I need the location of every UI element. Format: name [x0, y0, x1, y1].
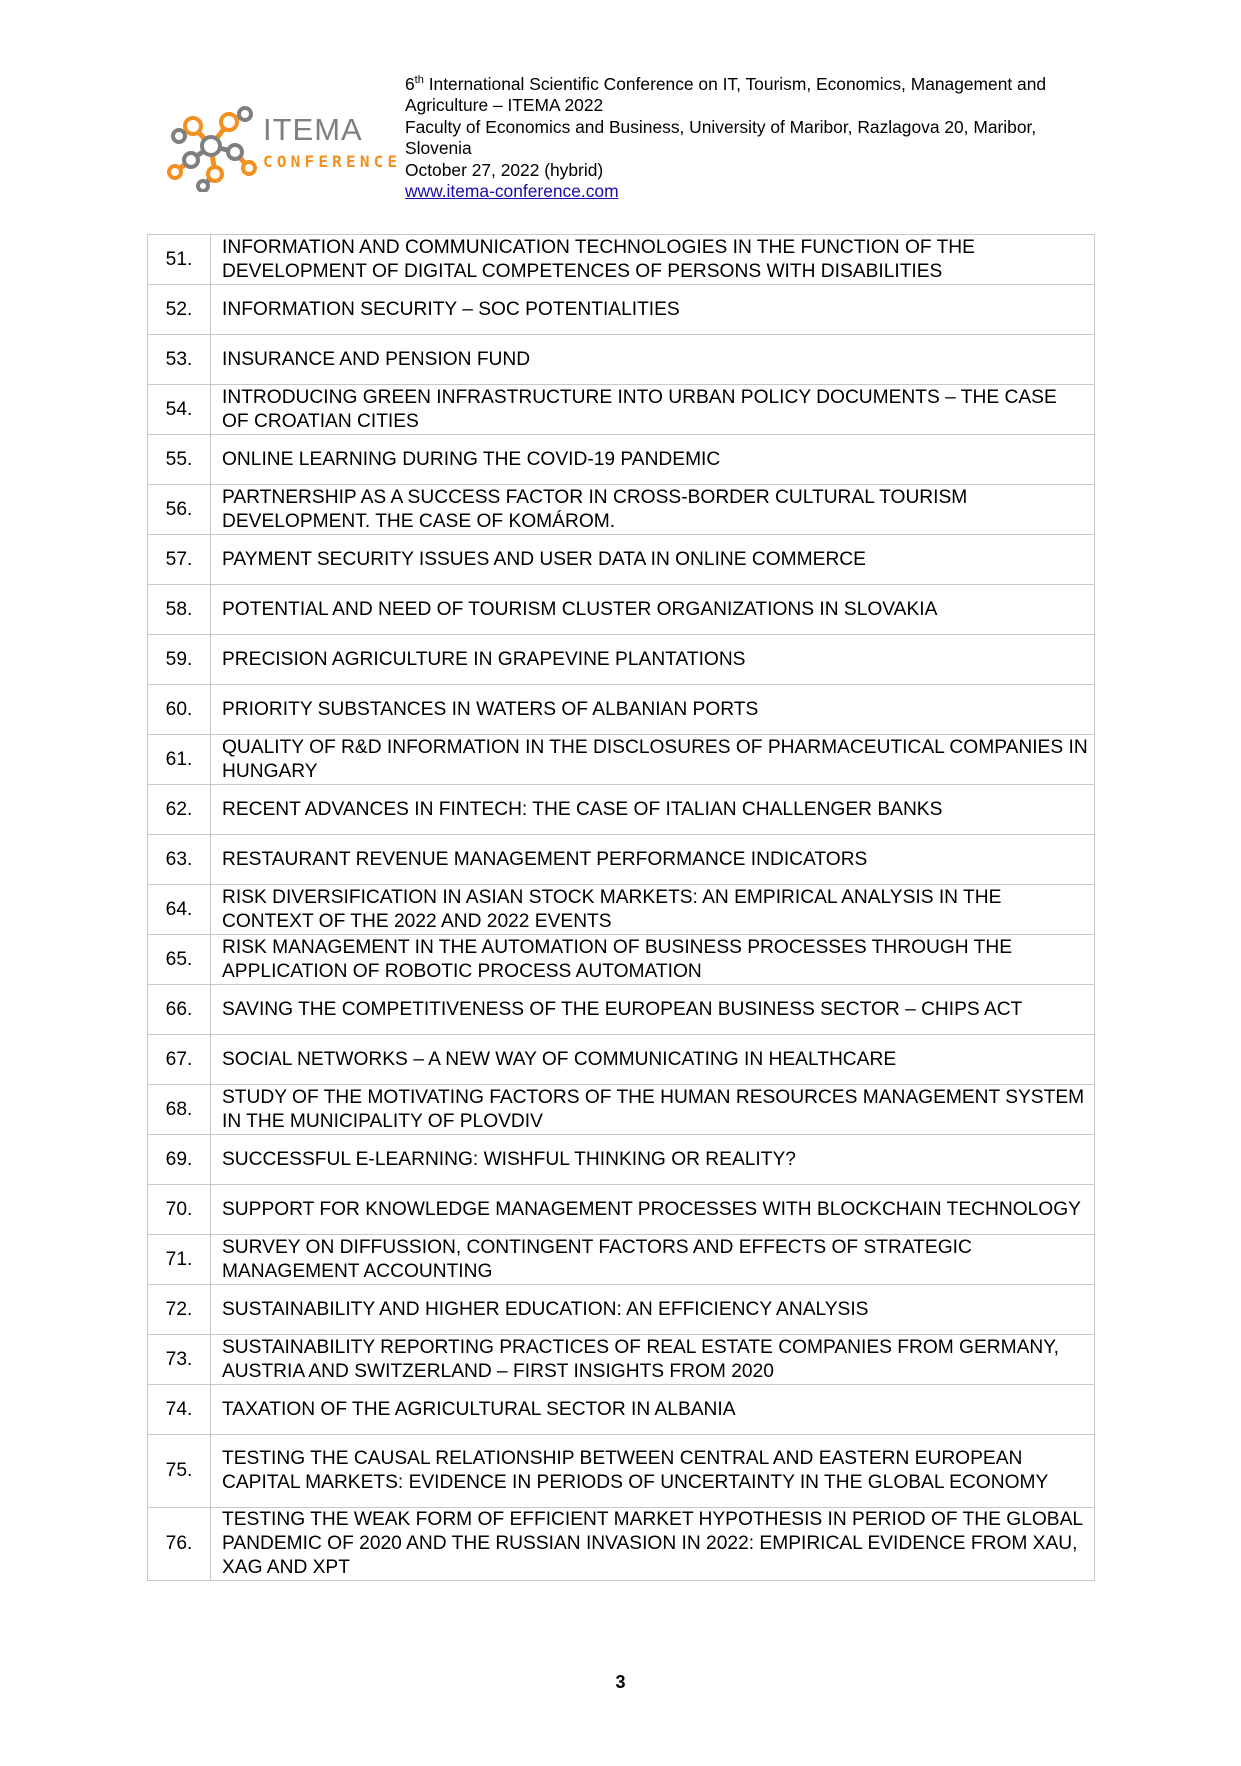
- paper-title: PRIORITY SUBSTANCES IN WATERS OF ALBANIAN PORTS: [211, 685, 1095, 735]
- paper-number: 51.: [148, 235, 211, 285]
- paper-title: PARTNERSHIP AS A SUCCESS FACTOR IN CROSS-BORDER CULTURAL TOURISM DEVELOPMENT. THE CASE OF KOMÁROM.: [211, 485, 1095, 535]
- paper-number: 57.: [148, 535, 211, 585]
- conference-venue: Faculty of Economics and Business, University of Maribor, Razlagova 20, Maribor, Slovenia: [405, 116, 1037, 159]
- logo-word: ITEMA: [263, 112, 363, 147]
- paper-number: 67.: [148, 1035, 211, 1085]
- table-row: [148, 635, 1095, 685]
- table-row: [148, 1135, 1095, 1185]
- conference-website-link[interactable]: www.itema-conference.com: [405, 181, 619, 202]
- table-row: [148, 285, 1095, 335]
- table-row: [148, 1235, 1095, 1285]
- conference-title: 6th International Scientific Conference on IT, Tourism, Economics, Management and Agriculture – ITEMA 2022: [405, 74, 1047, 116]
- page-header: [0, 0, 1241, 220]
- paper-number: 68.: [148, 1085, 211, 1135]
- table-row: [148, 1435, 1095, 1508]
- paper-title: PAYMENT SECURITY ISSUES AND USER DATA IN ONLINE COMMERCE: [211, 535, 1095, 585]
- paper-title: TAXATION OF THE AGRICULTURAL SECTOR IN ALBANIA: [211, 1385, 1095, 1435]
- paper-title: INSURANCE AND PENSION FUND: [211, 335, 1095, 385]
- table-row: [148, 785, 1095, 835]
- paper-number: 72.: [148, 1285, 211, 1335]
- paper-number: 63.: [148, 835, 211, 885]
- molecule-logo-icon: [163, 100, 259, 192]
- table-row: [148, 735, 1095, 785]
- paper-number: 66.: [148, 985, 211, 1035]
- paper-number: 76.: [148, 1508, 211, 1581]
- conference-date: October 27, 2022 (hybrid): [405, 159, 604, 180]
- page-number: 3: [615, 1672, 626, 1692]
- table-row: [148, 1508, 1095, 1581]
- paper-title: ONLINE LEARNING DURING THE COVID-19 PANDEMIC: [211, 435, 1095, 485]
- paper-number: 58.: [148, 585, 211, 635]
- paper-title: RISK DIVERSIFICATION IN ASIAN STOCK MARKETS: AN EMPIRICAL ANALYSIS IN THE CONTEXT OF THE 2022 AND 2022 EVENTS: [211, 885, 1095, 935]
- table-row: [148, 1085, 1095, 1135]
- paper-number: 52.: [148, 285, 211, 335]
- paper-number: 64.: [148, 885, 211, 935]
- table-row: [148, 485, 1095, 535]
- table-row: [148, 1385, 1095, 1435]
- table-row: [148, 335, 1095, 385]
- paper-number: 73.: [148, 1335, 211, 1385]
- paper-number: 56.: [148, 485, 211, 535]
- paper-number: 74.: [148, 1385, 211, 1435]
- table-row: [148, 1185, 1095, 1235]
- paper-title: SURVEY ON DIFFUSSION, CONTINGENT FACTORS AND EFFECTS OF STRATEGIC MANAGEMENT ACCOUNTING: [211, 1235, 1095, 1285]
- paper-title: SAVING THE COMPETITIVENESS OF THE EUROPEAN BUSINESS SECTOR – CHIPS ACT: [211, 985, 1095, 1035]
- paper-number: 62.: [148, 785, 211, 835]
- table-row: [148, 835, 1095, 885]
- table-row: [148, 935, 1095, 985]
- table-row: [148, 235, 1095, 285]
- paper-number: 71.: [148, 1235, 211, 1285]
- table-row: [148, 985, 1095, 1035]
- paper-title: SOCIAL NETWORKS – A NEW WAY OF COMMUNICATING IN HEALTHCARE: [211, 1035, 1095, 1085]
- paper-title: PRECISION AGRICULTURE IN GRAPEVINE PLANTATIONS: [211, 635, 1095, 685]
- paper-number: 70.: [148, 1185, 211, 1235]
- table-row: [148, 685, 1095, 735]
- conference-info: [405, 74, 1105, 202]
- papers-table: [147, 234, 1095, 1581]
- paper-title: SUSTAINABILITY REPORTING PRACTICES OF REAL ESTATE COMPANIES FROM GERMANY, AUSTRIA AND SWITZERLAND – FIRST INSIGHTS FROM 2020: [211, 1335, 1095, 1385]
- itema-logo: [163, 100, 402, 192]
- table-row: [148, 1285, 1095, 1335]
- table-row: [148, 385, 1095, 435]
- paper-title: RISK MANAGEMENT IN THE AUTOMATION OF BUSINESS PROCESSES THROUGH THE APPLICATION OF ROBOTIC PROCESS AUTOMATION: [211, 935, 1095, 985]
- paper-number: 54.: [148, 385, 211, 435]
- paper-number: 75.: [148, 1435, 211, 1508]
- paper-title: TESTING THE CAUSAL RELATIONSHIP BETWEEN CENTRAL AND EASTERN EUROPEAN CAPITAL MARKETS: EVIDENCE IN PERIODS OF UNCERTAINTY IN THE GLOBAL ECONOMY: [211, 1435, 1095, 1508]
- paper-title: RECENT ADVANCES IN FINTECH: THE CASE OF ITALIAN CHALLENGER BANKS: [211, 785, 1095, 835]
- paper-title: QUALITY OF R&D INFORMATION IN THE DISCLOSURES OF PHARMACEUTICAL COMPANIES IN HUNGARY: [211, 735, 1095, 785]
- paper-number: 59.: [148, 635, 211, 685]
- paper-title: INFORMATION AND COMMUNICATION TECHNOLOGIES IN THE FUNCTION OF THE DEVELOPMENT OF DIGITAL COMPETENCES OF PERSONS WITH DISABILITIES: [211, 235, 1095, 285]
- paper-title: INTRODUCING GREEN INFRASTRUCTURE INTO URBAN POLICY DOCUMENTS – THE CASE OF CROATIAN CITIES: [211, 385, 1095, 435]
- paper-title: STUDY OF THE MOTIVATING FACTORS OF THE HUMAN RESOURCES MANAGEMENT SYSTEM IN THE MUNICIPALITY OF PLOVDIV: [211, 1085, 1095, 1135]
- paper-title: POTENTIAL AND NEED OF TOURISM CLUSTER ORGANIZATIONS IN SLOVAKIA: [211, 585, 1095, 635]
- paper-number: 53.: [148, 335, 211, 385]
- table-row: [148, 585, 1095, 635]
- paper-title: INFORMATION SECURITY – SOC POTENTIALITIES: [211, 285, 1095, 335]
- paper-title: SUCCESSFUL E-LEARNING: WISHFUL THINKING OR REALITY?: [211, 1135, 1095, 1185]
- table-row: [148, 535, 1095, 585]
- table-row: [148, 1035, 1095, 1085]
- paper-number: 60.: [148, 685, 211, 735]
- table-row: [148, 1335, 1095, 1385]
- table-row: [148, 885, 1095, 935]
- paper-number: 55.: [148, 435, 211, 485]
- paper-title: SUPPORT FOR KNOWLEDGE MANAGEMENT PROCESSES WITH BLOCKCHAIN TECHNOLOGY: [211, 1185, 1095, 1235]
- paper-number: 69.: [148, 1135, 211, 1185]
- paper-title: RESTAURANT REVENUE MANAGEMENT PERFORMANCE INDICATORS: [211, 835, 1095, 885]
- logo-subword: CONFERENCE: [263, 152, 402, 171]
- paper-number: 65.: [148, 935, 211, 985]
- paper-title: TESTING THE WEAK FORM OF EFFICIENT MARKET HYPOTHESIS IN PERIOD OF THE GLOBAL PANDEMIC OF 2020 AND THE RUSSIAN INVASION IN 2022: EMPIRICAL EVIDENCE FROM XAU, XAG AND XPT: [211, 1508, 1095, 1581]
- paper-title: SUSTAINABILITY AND HIGHER EDUCATION: AN EFFICIENCY ANALYSIS: [211, 1285, 1095, 1335]
- table-row: [148, 435, 1095, 485]
- paper-number: 61.: [148, 735, 211, 785]
